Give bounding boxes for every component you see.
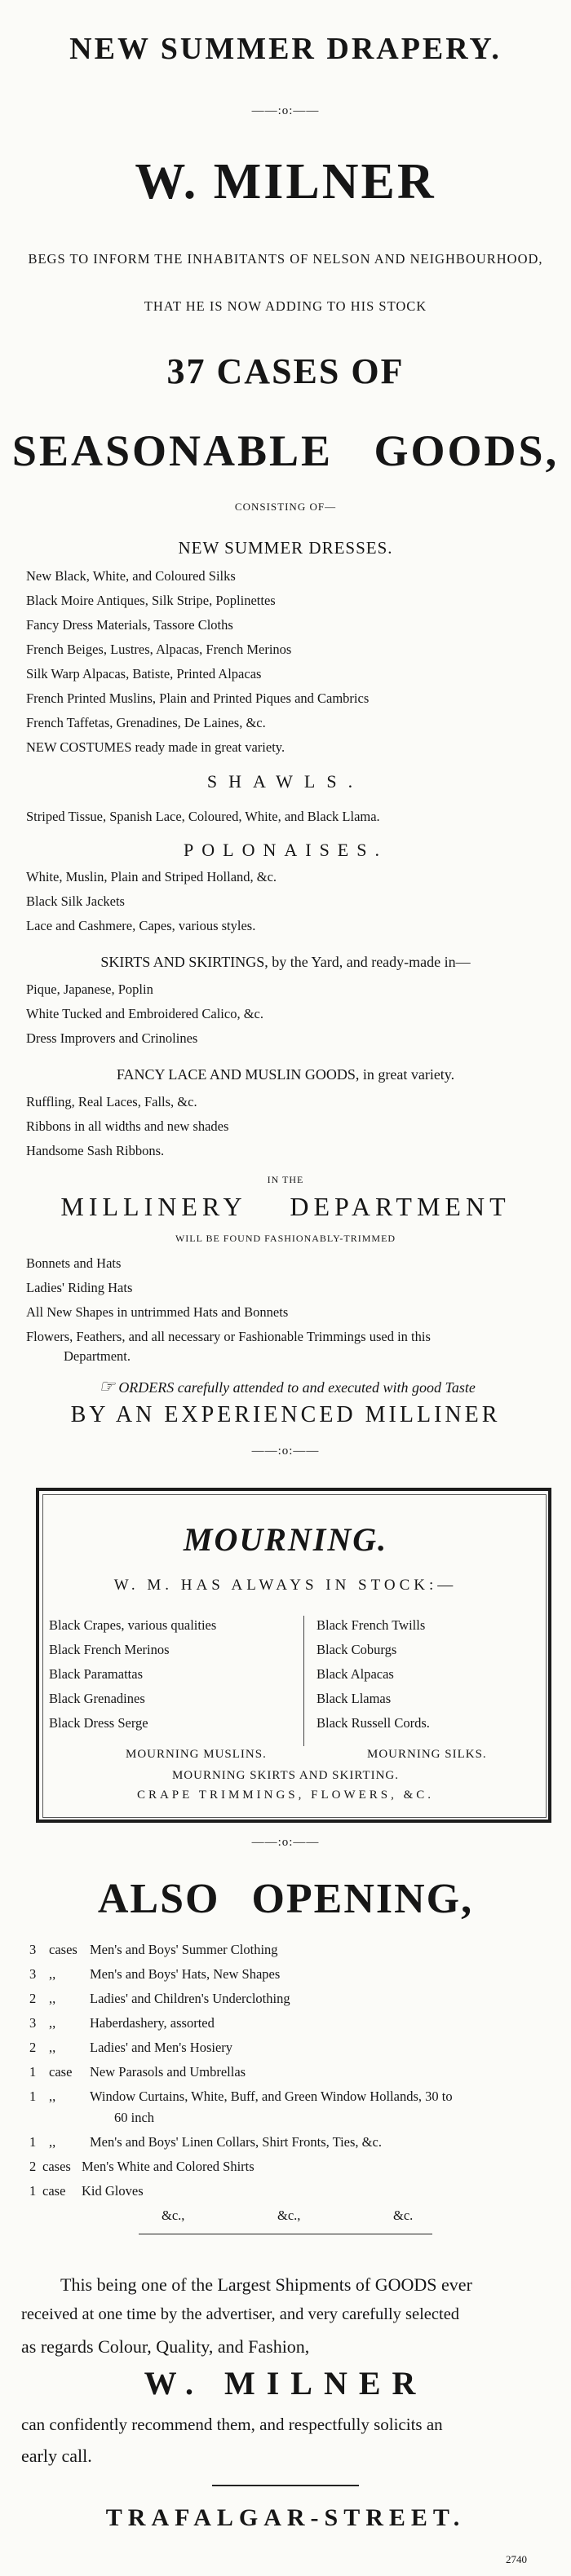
intro-line-1: BEGS TO INFORM THE INHABITANTS OF NELSON AND NEIGHBOURHOOD, [28,251,543,267]
opening-text-cont: 60 inch [114,2110,155,2125]
seasonable-goods-heading: SEASONABLE GOODS, [11,426,560,475]
opening-unit: ,, [49,2089,56,2104]
dress-item: New Black, White, and Coloured Silks [26,568,236,584]
opening-unit: cases [42,2159,71,2174]
opening-qty: 2 [29,1991,37,2006]
street-address: TRAFALGAR-STREET. [105,2504,466,2531]
millinery-item: Bonnets and Hats [26,1255,122,1271]
fancy-heading: FANCY LACE AND MUSLIN GOODS, in great variety. [116,1066,455,1083]
millinery-item: All New Shapes in untrimmed Hats and Bonnets [26,1304,289,1320]
opening-qty: 1 [29,2089,37,2104]
intro-line-2: THAT HE IS NOW ADDING TO HIS STOCK [144,298,427,314]
flowers-line-cont: Department. [64,1348,131,1364]
closing-line-5: early call. [21,2446,92,2466]
merchant-name: W. MILNER [135,154,436,210]
mourning-left-item: Black Grenadines [49,1691,145,1706]
opening-text: Men's and Boys' Linen Collars, Shirt Fronts, Ties, &c. [90,2134,382,2150]
millinery-heading: MILLINERY DEPARTMENT [60,1192,511,1221]
opening-unit: case [42,2183,66,2199]
always-in-stock: W. M. HAS ALWAYS IN STOCK:— [113,1577,458,1594]
opening-text: Ladies' and Children's Underclothing [90,1991,290,2006]
millinery-item: Ladies' Riding Hats [26,1280,133,1295]
mourning-left-item: Black French Merinos [49,1642,170,1657]
opening-qty: 1 [29,2064,37,2080]
opening-text: Men's and Boys' Hats, New Shapes [90,1966,281,1982]
opening-text: Kid Gloves [82,2183,144,2199]
print-number: 2740 [506,2553,527,2565]
flowers-line: Flowers, Feathers, and all necessary or Fashionable Trimmings used in this [26,1329,431,1344]
opening-unit: cases [49,1942,77,1957]
dress-item: French Taffetas, Grenadines, De Laines, &c. [26,715,266,730]
opening-unit: ,, [49,1966,56,1982]
mourning-right-item: Black Llamas [316,1691,392,1706]
etc-mark: &c., [277,2208,301,2223]
header-title: NEW SUMMER DRAPERY. [69,32,502,66]
opening-text: Men's White and Colored Shirts [82,2159,255,2174]
opening-unit: ,, [49,2040,56,2055]
mourning-right-item: Black Alpacas [316,1666,394,1682]
ornament-divider: ——:o:—— [251,104,320,117]
opening-qty: 3 [29,1942,37,1957]
shawls-text: Striped Tissue, Spanish Lace, Coloured, White, and Black Llama. [26,809,380,824]
etc-mark: &c., [162,2208,185,2223]
closing-line-4: can confidently recommend them, and respectfully solicits an [21,2415,443,2434]
closing-line-3: as regards Colour, Quality, and Fashion, [21,2336,310,2357]
fancy-item: Ribbons in all widths and new shades [26,1118,229,1134]
mourning-muslins: MOURNING MUSLINS. [126,1748,267,1761]
opening-qty: 2 [29,2159,37,2174]
consisting-of: CONSISTING OF— [234,501,337,513]
opening-qty: 3 [29,1966,37,1982]
polonaise-item: Black Silk Jackets [26,893,125,909]
opening-text: Men's and Boys' Summer Clothing [90,1942,278,1957]
skirt-item: White Tucked and Embroidered Calico, &c. [26,1006,263,1021]
crape-trimmings: CRAPE TRIMMINGS, FLOWERS, &C. [136,1789,435,1802]
dress-item: Fancy Dress Materials, Tassore Cloths [26,617,233,633]
fancy-item: Handsome Sash Ribbons. [26,1143,165,1158]
skirt-item: Dress Improvers and Crinolines [26,1030,198,1046]
opening-qty: 2 [29,2040,37,2055]
cases-heading: 37 CASES OF [166,351,405,391]
skirt-item: Pique, Japanese, Poplin [26,981,153,997]
opening-unit: ,, [49,1991,56,2006]
merchant-name-closing: W. MILNER [144,2365,427,2402]
opening-qty: 3 [29,2015,37,2031]
ornament-divider: ——:o:—— [251,1836,320,1849]
costumes-line: NEW COSTUMES ready made in great variety. [26,739,286,755]
etc-mark: &c. [393,2208,414,2223]
experienced-milliner: BY AN EXPERIENCED MILLINER [70,1402,501,1427]
opening-text: Ladies' and Men's Hosiery [90,2040,233,2055]
millinery-sub: WILL BE FOUND FASHIONABLY-TRIMMED [175,1233,396,1244]
opening-text: Haberdashery, assorted [90,2015,215,2031]
closing-line-2: received at one time by the advertiser, and very carefully selected [21,2305,460,2323]
opening-unit: case [49,2064,73,2080]
opening-text: Window Curtains, White, Buff, and Green Window Hollands, 30 to [90,2089,453,2104]
mourning-right-item: Black Russell Cords. [316,1715,430,1731]
in-the-label: IN THE [267,1174,304,1185]
mourning-left-item: Black Paramattas [49,1666,144,1682]
opening-text: New Parasols and Umbrellas [90,2064,246,2080]
mourning-right-item: Black Coburgs [316,1642,397,1657]
opening-qty: 1 [29,2134,37,2150]
opening-unit: ,, [49,2015,56,2031]
opening-qty: 1 [29,2183,37,2199]
shawls-heading: SHAWLS. [206,771,365,792]
polonaise-item: Lace and Cashmere, Capes, various styles. [26,918,256,933]
polonaises-heading: POLONAISES. [184,840,387,860]
divider-rule [212,2485,359,2486]
orders-line [26,1376,548,1397]
fancy-item: Ruffling, Real Laces, Falls, &c. [26,1094,197,1109]
polonaise-item: White, Muslin, Plain and Striped Holland, &c. [26,869,277,884]
also-opening-heading: ALSO OPENING, [97,1876,474,1922]
dresses-heading: NEW SUMMER DRESSES. [178,538,393,558]
mourning-skirts: MOURNING SKIRTS AND SKIRTING. [171,1769,400,1782]
skirts-heading: SKIRTS AND SKIRTINGS, by the Yard, and ready-made in— [100,954,471,970]
dress-item: French Printed Muslins, Plain and Printed Piques and Cambrics [26,690,370,706]
closing-line-1: This being one of the Largest Shipments of GOODS ever [60,2274,472,2295]
opening-unit: ,, [49,2134,56,2150]
dress-item: Black Moire Antiques, Silk Stripe, Poplinettes [26,593,276,608]
mourning-heading: MOURNING. [183,1521,388,1558]
mourning-right-item: Black French Twills [316,1617,426,1633]
dress-item: Silk Warp Alpacas, Batiste, Printed Alpacas [26,666,262,681]
mourning-left-item: Black Crapes, various qualities [49,1617,217,1633]
ornament-divider: ——:o:—— [251,1445,320,1458]
column-divider [303,1616,304,1746]
orders-text: ORDERS carefully attended to and executed with good Taste [118,1379,476,1396]
mourning-silks: MOURNING SILKS. [367,1748,487,1761]
dress-item: French Beiges, Lustres, Alpacas, French Merinos [26,642,292,657]
mourning-left-item: Black Dress Serge [49,1715,148,1731]
pointing-hand-icon: ☞ [99,1376,115,1396]
